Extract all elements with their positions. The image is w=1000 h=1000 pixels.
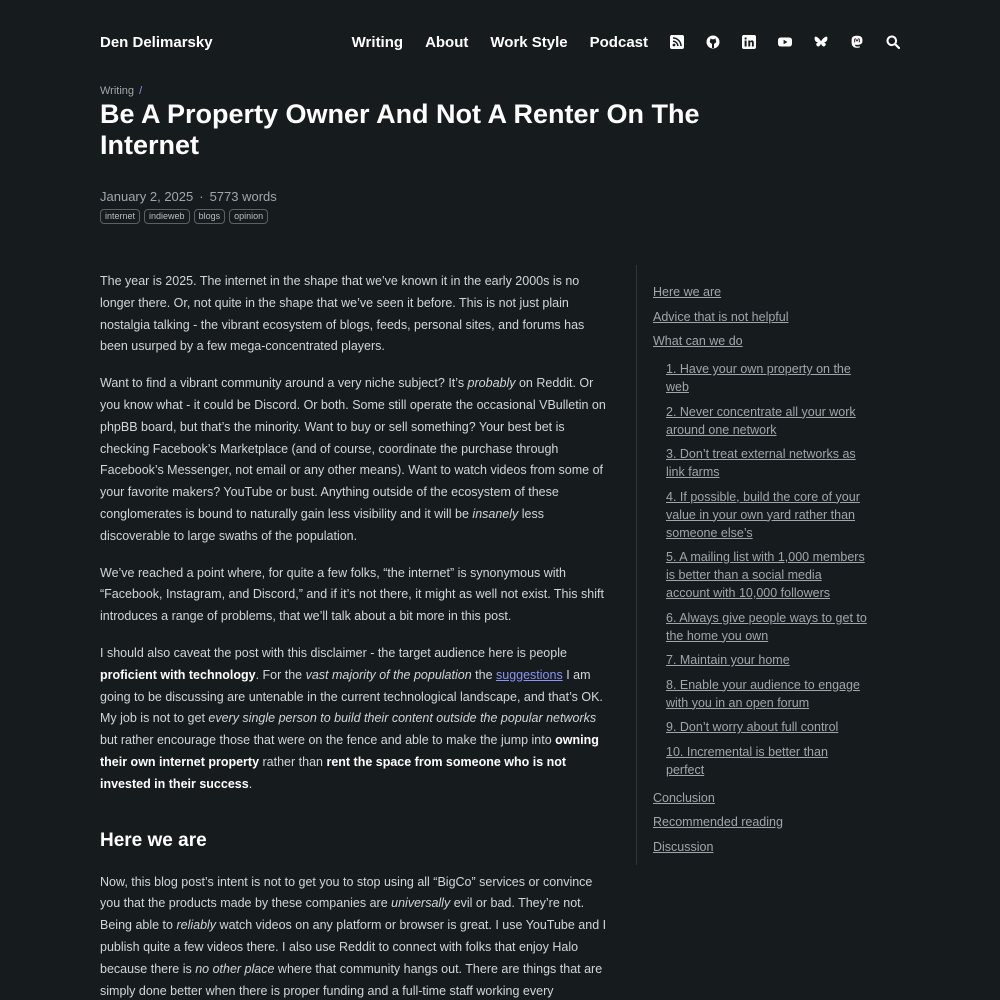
toc-link[interactable]: What can we do	[653, 334, 743, 348]
toc-link[interactable]: Here we are	[653, 285, 722, 299]
post-date: January 2, 2025	[100, 189, 194, 204]
breadcrumb-writing-link[interactable]: Writing	[100, 85, 135, 97]
article-body	[100, 271, 615, 1000]
mastodon-icon[interactable]	[850, 35, 864, 49]
rss-icon[interactable]	[670, 35, 684, 49]
toc-link[interactable]: 5. A mailing list with 1,000 members is better than a social media account with 10,000 followers	[666, 550, 865, 600]
toc-link[interactable]: 4. If possible, build the core of your value in your own yard rather than someone else’s	[666, 489, 860, 540]
toc-link[interactable]: 7. Maintain your home	[666, 653, 790, 667]
nav-writing[interactable]: Writing	[351, 33, 404, 51]
toc-link[interactable]: 9. Don’t worry about full control	[666, 720, 839, 734]
post-meta	[100, 189, 277, 204]
github-icon[interactable]	[706, 35, 720, 49]
suggestions-link[interactable]: suggestions	[496, 667, 563, 682]
breadcrumb-separator: /	[139, 85, 143, 97]
table-of-contents	[653, 283, 868, 862]
search-icon[interactable]	[886, 35, 900, 49]
bluesky-icon[interactable]	[814, 35, 828, 49]
toc-link[interactable]: 3. Don’t treat external networks as link farms	[666, 447, 856, 479]
paragraph-intro: The year is 2025. The internet in the shape that we’ve known it in the early 2000s is no longer there. Or, not quite in the shape that we’ve seen it before. This is not just plain nostalgia talking - the vibrant ecosystem of blogs, feeds, personal sites, and forums has been usurped by a few mega-concentrated players.	[100, 274, 585, 354]
main-nav	[352, 34, 900, 51]
toc-link[interactable]: Advice that is not helpful	[653, 309, 789, 324]
youtube-icon[interactable]	[778, 35, 792, 49]
social-icons	[670, 35, 900, 49]
toc-divider	[636, 265, 637, 865]
toc-link[interactable]: Discussion	[653, 839, 714, 854]
paragraph-caveat: I should also caveat the post with this disclaimer - the target audience here is people proficient with technology. For the vast majority of the population the suggestions I am going to be discussing are untenable in the current technological landscape, and that’s OK. My job is not to get every single person to build their content outside the popular networks but rather encourage those that were on the fence and able to make the jump into owning their own internet property rather than rent the space from someone who is not invested in their success.	[100, 645, 603, 791]
nav-podcast[interactable]: Podcast	[589, 33, 648, 51]
toc-link[interactable]: 1. Have your own property on the web	[666, 362, 851, 394]
toc-sublist	[666, 360, 868, 779]
meta-separator: ·	[199, 189, 204, 204]
toc-link[interactable]: Recommended reading	[653, 815, 783, 829]
site-title-link[interactable]: Den Delimarsky	[100, 33, 213, 51]
nav-work-style[interactable]: Work Style	[490, 33, 568, 51]
toc-link[interactable]: 10. Incremental is better than perfect	[666, 744, 828, 777]
paragraph-point: We’ve reached a point where, for quite a few folks, “the internet” is synonymous with “Facebook, Instagram, and Discord,” and if it’s not there, it might as well not exist. This shift introduces a range of problems, that we’ll talk about a bit more in this post.	[100, 565, 604, 624]
paragraph-community: Want to find a vibrant community around a very niche subject? It’s probably on Reddit. Or you know what - it could be Discord. Or both. Some still operate the occasional VBulletin on phpBB board, but that’s the minority. Want to buy or sell something? Your best bet is checking Facebook’s Marketplace (and of course, coordinate the purchase through Facebook’s Messenger, not email or any other means). Want to watch videos from some of your favorite makers? YouTube or bust. Anything outside of the ecosystem of these conglomerates is bound to naturally gain less visibility and it will be insanely less discoverable to large swaths of the population.	[100, 376, 606, 543]
paragraph-intent: Now, this blog post’s intent is not to get you to stop using all “BigCo” services or convince you that the products made by these companies are universally evil or bad. They’re not. Being able to reliably watch videos on any platform or browser is great. I use YouTube and I publish quite a few videos there. I also use Reddit to connect with folks that enjoy Halo because there is no other place where that community hangs out. There are things that are simply done better when there is proper funding and a full-time staff working every	[100, 874, 607, 998]
tag-opinion[interactable]: opinion	[229, 209, 268, 224]
toc-link[interactable]: 6. Always give people ways to get to the home you own	[666, 610, 867, 643]
post-title: Be A Property Owner And Not A Renter On The Internet	[100, 99, 700, 160]
linkedin-icon[interactable]	[742, 35, 756, 49]
site-header	[100, 30, 900, 54]
toc-link[interactable]: Conclusion	[653, 790, 715, 805]
post-word-count: 5773 words	[209, 189, 277, 204]
toc-link[interactable]: 8. Enable your audience to engage with you in an open forum	[666, 677, 860, 710]
tag-indieweb[interactable]: indieweb	[144, 209, 190, 224]
post-tags	[100, 209, 272, 224]
toc-link[interactable]: 2. Never concentrate all your work around one network	[666, 404, 856, 437]
breadcrumb	[100, 85, 142, 97]
section-heading-here-we-are: Here we are	[100, 829, 207, 851]
tag-blogs[interactable]: blogs	[194, 209, 226, 224]
tag-internet[interactable]: internet	[100, 209, 140, 224]
nav-about[interactable]: About	[425, 33, 469, 51]
